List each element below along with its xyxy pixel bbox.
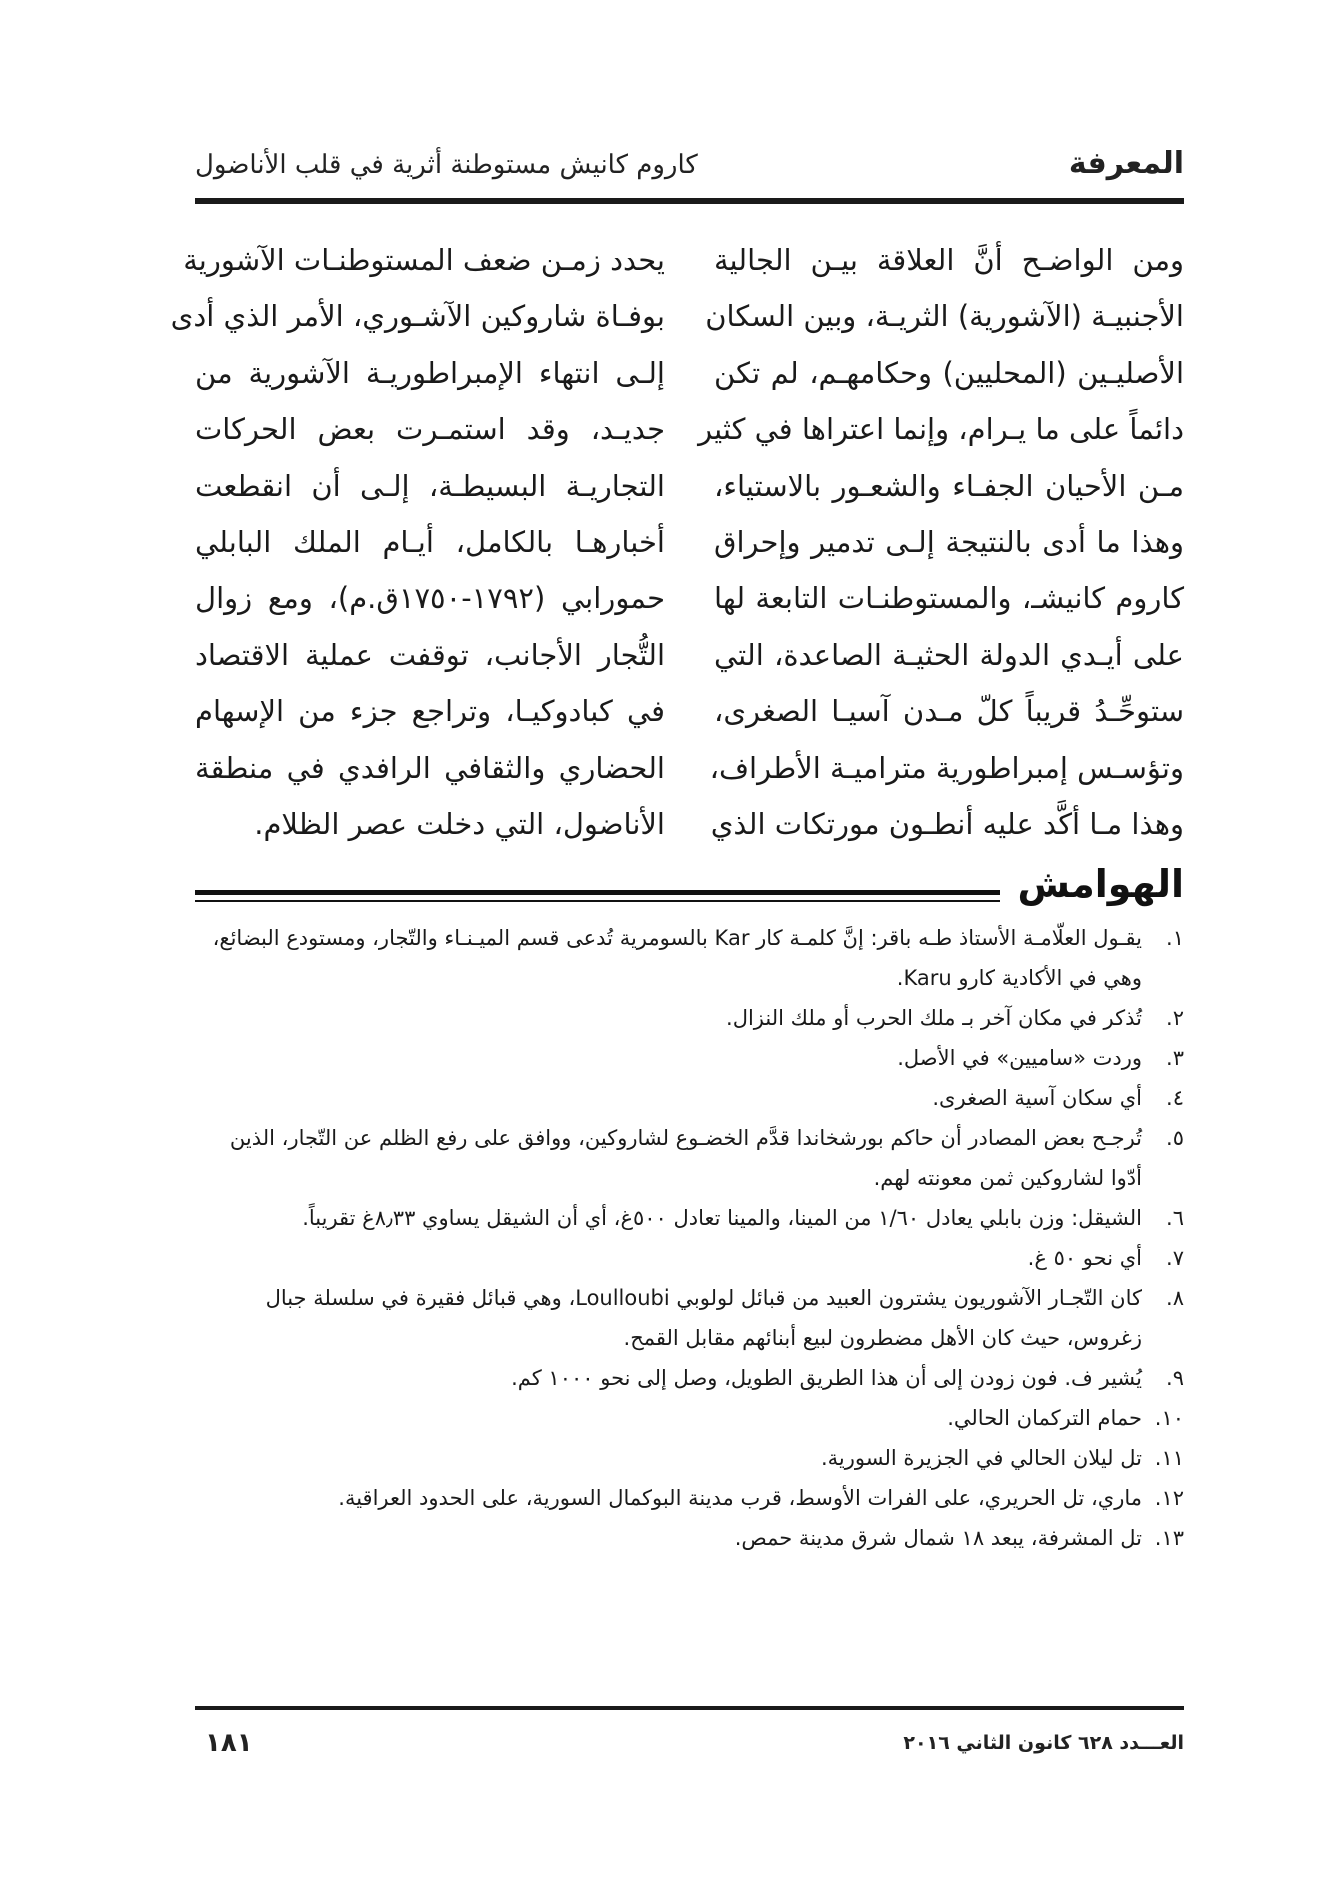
magazine-brand: المعرفة — [1068, 146, 1184, 181]
text-line: الحضاري والثقافي الرافدي في منطقة — [195, 750, 665, 785]
text-line: يحدد زمـن ضعف المستوطنـات الآشورية — [183, 243, 665, 277]
footnote-text: يُشير ف. فون زودن إلى أن هذا الطريق الطويل، وصل إلى نحو ١٠٠٠ كم. — [511, 1366, 1142, 1390]
article-body — [170, 232, 1184, 842]
text-line: التجاريـة البسيطـة، إلـى أن انقطعت — [195, 468, 665, 503]
text-line: الأناضول، التي دخلت عصر الظلام. — [254, 807, 665, 842]
page-header — [195, 146, 1184, 190]
footnote-number: ١. — [1166, 926, 1184, 950]
text-line: ومن الواضـح أنَّ العلاقة بيـن الجالية — [714, 243, 1184, 277]
footnote-text: ماري، تل الحريري، على الفرات الأوسط، قرب مدينة البوكمال السورية، على الحدود العراقية. — [338, 1486, 1142, 1510]
notes-rule-thick — [195, 890, 1024, 895]
footnote — [195, 1518, 1184, 1558]
text-line: ستوحِّـدُ قريباً كلّ مـدن آسيـا الصغرى، — [714, 694, 1184, 729]
footnote-text: حمام التركمان الحالي. — [947, 1406, 1142, 1430]
footnote — [195, 1198, 1184, 1238]
right-column — [698, 232, 1184, 852]
footnote-number: ٧. — [1166, 1246, 1184, 1270]
issue-info: العـــدد ٦٢٨ كانون الثاني ٢٠١٦ — [903, 1732, 1184, 1754]
page-number: ١٨١ — [205, 1728, 253, 1758]
text-line: جديـد، وقد استمـرت بعض الحركات — [195, 412, 665, 447]
footnote-text: تل المشرفة، يبعد ١٨ شمال شرق مدينة حمص. — [734, 1526, 1142, 1550]
header-divider — [195, 198, 1184, 204]
footnote — [195, 1038, 1184, 1078]
text-line: وهذا ما أدى بالنتيجة إلـى تدمير وإحراق — [714, 525, 1184, 560]
text-line: الأصليـين (المحليين) وحكامهـم، لم تكن — [714, 355, 1184, 390]
footnote — [195, 1078, 1184, 1118]
footnote — [195, 1478, 1184, 1518]
footnote — [195, 1238, 1184, 1278]
text-line: على أيـدي الدولة الحثيـة الصاعدة، التي — [714, 637, 1184, 672]
footnote — [195, 1118, 1184, 1198]
text-line: كاروم كانيشـ، والمستوطنـات التابعة لها — [714, 581, 1184, 616]
footnote-text: تُذكر في مكان آخر بـ ملك الحرب أو ملك النزال. — [726, 1006, 1142, 1030]
footnotes-list — [195, 918, 1184, 1558]
footnote — [195, 1438, 1184, 1478]
footnote-text: أي سكان آسية الصغرى. — [932, 1086, 1142, 1110]
text-line: حمورابي (١٧٩٢-١٧٥٠ق.م)، ومع زوال — [195, 581, 665, 616]
footnote — [195, 998, 1184, 1038]
footnote-text: كان التّجـار الآشوريون يشترون العبيد من قبائل لولوبي Loulloubi، وهي قبائل فقيرة في سلسلة جبال زغروس، حيث كان الأهل مضطرون لبيع أبنائهم مقابل القمح. — [265, 1286, 1142, 1350]
left-column — [170, 232, 665, 852]
footnote — [195, 918, 1184, 998]
footnote-text: وردت «ساميين» في الأصل. — [897, 1046, 1142, 1070]
text-line: إلـى انتهاء الإمبراطوريـة الآشورية من — [195, 355, 665, 390]
footnote — [195, 1398, 1184, 1438]
footnote-number: ٥. — [1166, 1126, 1184, 1150]
footnote-number: ١٠. — [1154, 1406, 1184, 1430]
footnote-number: ٣. — [1166, 1046, 1184, 1070]
footnote-number: ٢. — [1166, 1006, 1184, 1030]
footnote-text: الشيقل: وزن بابلي يعادل ١/٦٠ من المينا، والمينا تعادل ٥٠٠غ، أي أن الشيقل يساوي ٨٫٣٣غ تقريباً. — [302, 1206, 1142, 1230]
text-line: أخبارهـا بالكامل، أيـام الملك البابلي — [195, 525, 665, 560]
notes-heading: الهوامش — [1000, 862, 1184, 906]
text-line: مـن الأحيان الجفـاء والشعـور بالاستياء، — [714, 468, 1184, 503]
text-line: وتؤسـس إمبراطورية متراميـة الأطراف، — [709, 750, 1184, 785]
footnote-text: تُرجـح بعض المصادر أن حاكم بورشخاندا قدَّم الخضـوع لشاروكين، ووافق على رفع الظلم عن التّجار، الذين أدّوا لشاروكين ثمن معونته لهم. — [229, 1126, 1142, 1190]
footnote-number: ١٣. — [1154, 1526, 1184, 1550]
footnote-number: ٨. — [1166, 1286, 1184, 1310]
footnote-number: ٩. — [1166, 1366, 1184, 1390]
footnote-number: ٦. — [1166, 1206, 1184, 1230]
footnote-text: تل ليلان الحالي في الجزيرة السورية. — [821, 1446, 1142, 1470]
footnote-number: ٤. — [1166, 1086, 1184, 1110]
text-line: بوفـاة شاروكين الآشـوري، الأمر الذي أدى — [170, 299, 665, 334]
text-line: وهذا مـا أكَّد عليه أنطـون مورتكات الذي — [710, 807, 1184, 842]
text-line: الأجنبيـة (الآشورية) الثريـة، وبين السكان — [705, 299, 1184, 334]
text-line: في كبادوكيـا، وتراجع جزء من الإسهام — [195, 694, 665, 729]
footer-divider — [195, 1706, 1184, 1710]
footnote-text: أي نحو ٥٠ غ. — [1027, 1246, 1142, 1270]
footnote — [195, 1278, 1184, 1358]
notes-section-header — [195, 862, 1184, 912]
footnote-text: يقـول العلّامـة الأستاذ طـه باقر: إنَّ كلمـة كار Kar بالسومرية تُدعى قسم الميـنـاء والتّجار، ومستودع البضائع، وهي في الأكادية كارو Karu. — [212, 926, 1142, 990]
footnote — [195, 1358, 1184, 1398]
running-title: كاروم كانيش مستوطنة أثرية في قلب الأناضول — [195, 150, 698, 180]
footnote-number: ١١. — [1154, 1446, 1184, 1470]
text-line: دائماً على ما يـرام، وإنما اعتراها في كثير — [698, 412, 1184, 447]
notes-rule-thin — [195, 900, 1024, 902]
text-line: التُّجار الأجانب، توقفت عملية الاقتصاد — [195, 637, 665, 672]
footnote-number: ١٢. — [1154, 1486, 1184, 1510]
